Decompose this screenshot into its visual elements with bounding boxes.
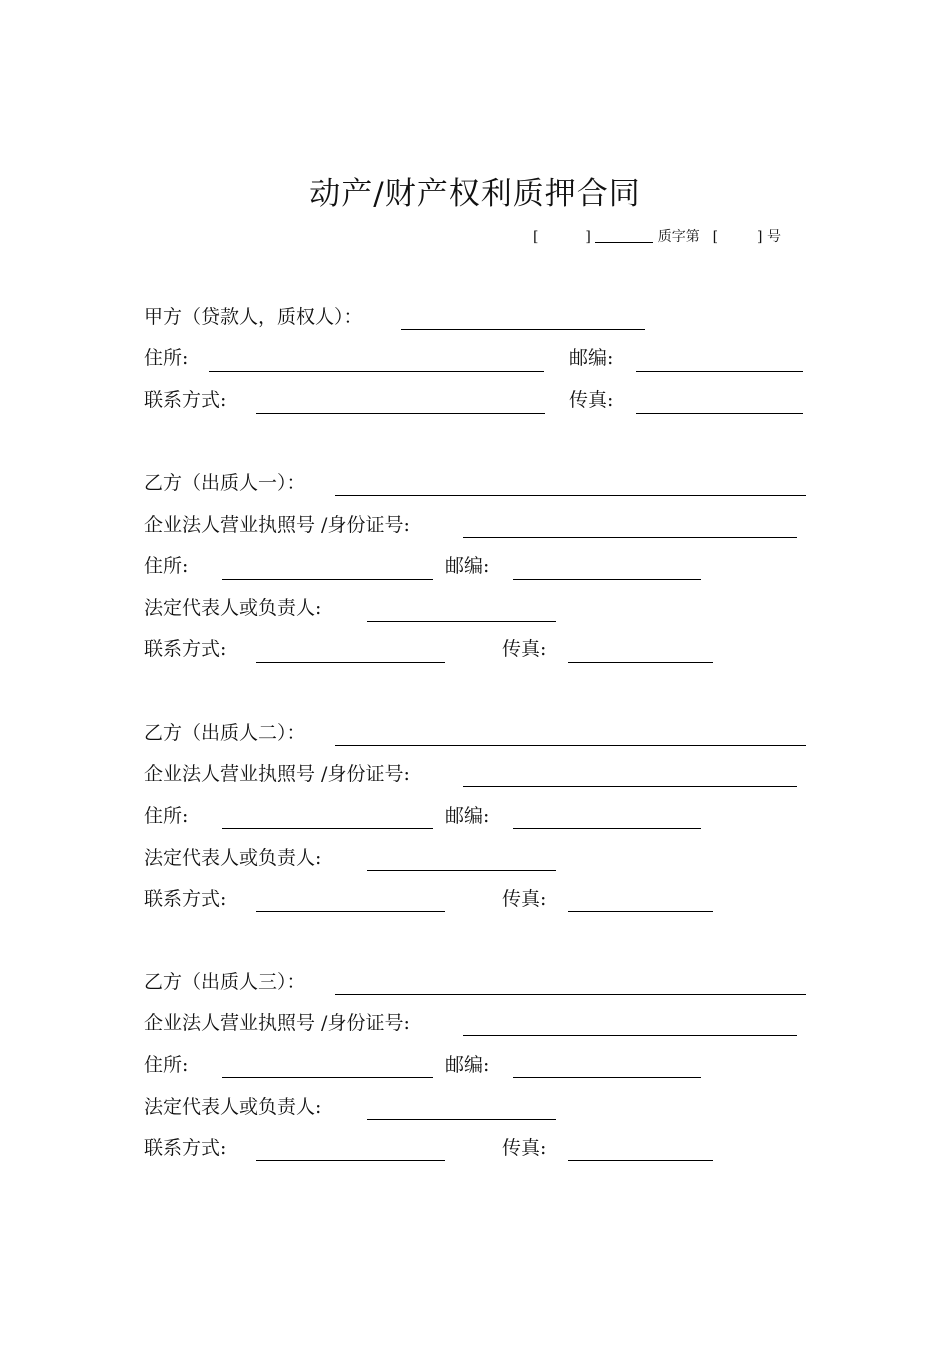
contract-number-blank[interactable] [595,228,653,243]
pledgor-1-address-field[interactable] [222,579,433,580]
pledgor-2-address-label: 住所: [144,805,189,827]
contract-number-word: 质字第 [657,229,700,245]
pledgor-3-fax-field[interactable] [568,1160,713,1161]
pledgor-3-contact-label: 联系方式: [144,1137,227,1159]
pledgor-3-license-field[interactable] [463,1035,797,1036]
contract-number-close: ] [585,229,591,245]
party-a-address-field[interactable] [209,371,544,372]
party-a-label: 甲方（贷款人，质权人）： [144,306,363,328]
pledgor-1-contact-field[interactable] [256,662,445,663]
pledgor-3-fax-label: 传真: [502,1137,547,1159]
pledgor-2-fax-label: 传真: [502,888,547,910]
pledgor-1-contact-label: 联系方式: [144,638,227,660]
pledgor-2-name-field[interactable] [335,745,806,746]
party-a-contact-field[interactable] [256,413,545,414]
pledgor-1-postcode-label: 邮编: [445,555,490,577]
pledgor-3-contact-field[interactable] [256,1160,445,1161]
pledgor-2-address-field[interactable] [222,828,433,829]
party-a-postcode-field[interactable] [636,371,803,372]
party-a-fax-label: 传真: [569,389,614,411]
pledgor-3-postcode-label: 邮编: [445,1054,490,1076]
contract-number-open: [ [533,229,539,245]
pledgor-3-address-label: 住所: [144,1054,189,1076]
pledgor-1-rep-field[interactable] [367,621,556,622]
pledgor-3-label: 乙方（出质人三）： [144,971,306,993]
pledgor-3-license-label: 企业法人营业执照号 /身份证号: [144,1012,410,1034]
pledgor-2-rep-field[interactable] [367,870,556,871]
pledgor-1-label: 乙方（出质人一）： [144,472,306,494]
party-a-address-label: 住所: [144,347,189,369]
pledgor-2-contact-field[interactable] [256,911,445,912]
contract-number-suffix: 号 [766,229,781,245]
pledgor-1-address-label: 住所: [144,555,189,577]
pledgor-2-contact-label: 联系方式: [144,888,227,910]
contract-number-open2: [ [712,229,719,245]
pledgor-1-license-label: 企业法人营业执照号 /身份证号: [144,514,410,536]
pledgor-1-fax-field[interactable] [568,662,713,663]
pledgor-3-name-field[interactable] [335,994,806,995]
pledgor-2-license-field[interactable] [463,786,797,787]
pledgor-1-name-field[interactable] [335,495,806,496]
pledgor-1-fax-label: 传真: [502,638,547,660]
document-title: 动产/财产权利质押合同 [309,176,641,212]
pledgor-2-label: 乙方（出质人二）： [144,722,306,744]
pledgor-2-postcode-label: 邮编: [445,805,490,827]
pledgor-3-rep-label: 法定代表人或负责人: [144,1096,322,1118]
pledgor-3-postcode-field[interactable] [513,1077,701,1078]
pledgor-3-address-field[interactable] [222,1077,433,1078]
party-a-fax-field[interactable] [636,413,803,414]
pledgor-2-rep-label: 法定代表人或负责人: [144,847,322,869]
party-a-name-field[interactable] [401,329,645,330]
pledgor-1-rep-label: 法定代表人或负责人: [144,597,322,619]
pledgor-2-fax-field[interactable] [568,911,713,912]
pledgor-2-postcode-field[interactable] [513,828,701,829]
contract-number-line [533,226,781,246]
pledgor-1-postcode-field[interactable] [513,579,701,580]
pledgor-1-license-field[interactable] [463,537,797,538]
pledgor-3-rep-field[interactable] [367,1119,556,1120]
contract-number-close2: ] [757,229,763,245]
party-a-contact-label: 联系方式: [144,389,227,411]
pledgor-2-license-label: 企业法人营业执照号 /身份证号: [144,763,410,785]
party-a-postcode-label: 邮编: [569,347,614,369]
